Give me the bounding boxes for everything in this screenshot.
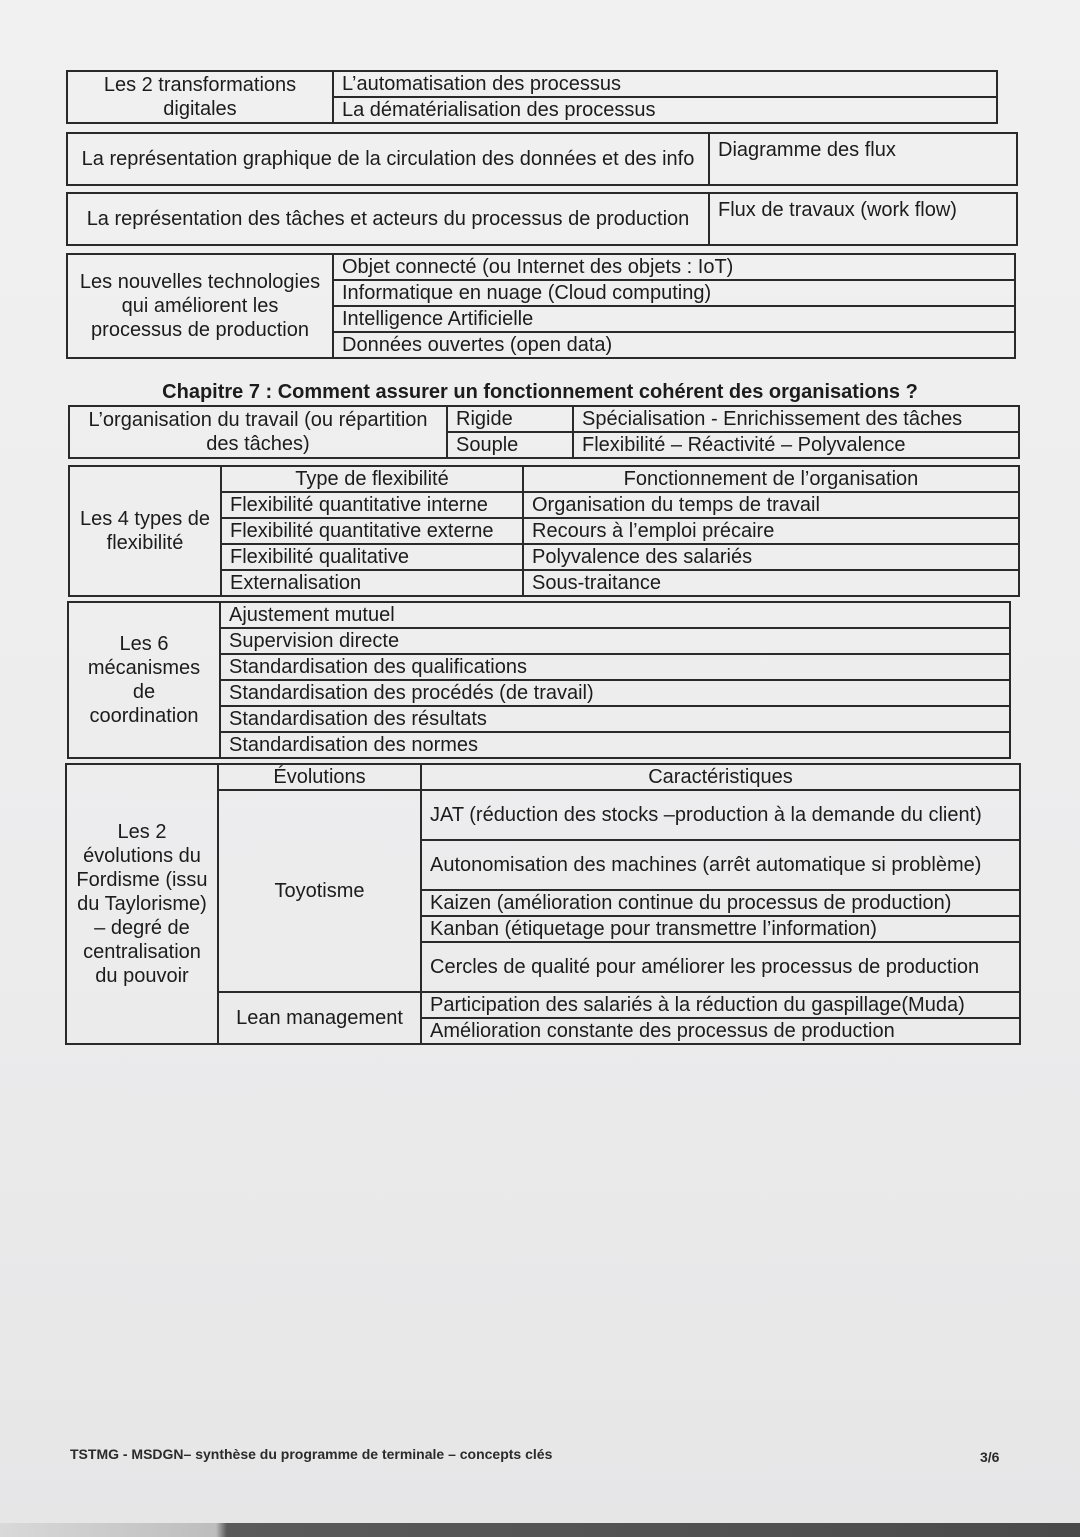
table-cell: Standardisation des procédés (de travail) <box>220 680 1010 706</box>
table-cell: Flexibilité quantitative externe <box>221 518 523 544</box>
row-label: Les nouvelles technologies qui améliorent les processus de production <box>67 254 333 358</box>
table-cell: Amélioration constante des processus de production <box>421 1018 1020 1044</box>
table-coordination-mechanisms <box>67 601 1011 759</box>
table-cell: Flexibilité quantitative interne <box>221 492 523 518</box>
column-header: Caractéristiques <box>421 764 1020 790</box>
table-cell: Standardisation des résultats <box>220 706 1010 732</box>
table-work-organisation <box>68 405 1020 459</box>
table-cell: Flexibilité – Réactivité – Polyvalence <box>573 432 1019 458</box>
table-cell: Rigide <box>447 406 573 432</box>
table-cell: JAT (réduction des stocks –production à la demande du client) <box>421 790 1020 840</box>
table-cell: Organisation du temps de travail <box>523 492 1019 518</box>
table-cell: Objet connecté (ou Internet des objets : IoT) <box>333 254 1015 280</box>
row-label: La représentation des tâches et acteurs du processus de production <box>67 193 709 245</box>
page-number: 3/6 <box>980 1449 1000 1465</box>
table-cell: Flux de travaux (work flow) <box>709 193 1017 245</box>
table-cell: Flexibilité qualitative <box>221 544 523 570</box>
table-cell: L’automatisation des processus <box>333 71 997 97</box>
table-fordism-evolutions <box>65 763 1021 1045</box>
table-cell: Spécialisation - Enrichissement des tâches <box>573 406 1019 432</box>
table-work-flow <box>66 192 1018 246</box>
table-cell: Externalisation <box>221 570 523 596</box>
column-header: Type de flexibilité <box>221 466 523 492</box>
table-cell: Supervision directe <box>220 628 1010 654</box>
table-cell: Polyvalence des salariés <box>523 544 1019 570</box>
evolution-name: Toyotisme <box>218 790 421 992</box>
row-label: Les 2 transformations digitales <box>67 71 333 123</box>
row-label: Les 6 mécanismes de coordination <box>68 602 220 758</box>
table-cell: Cercles de qualité pour améliorer les processus de production <box>421 942 1020 992</box>
row-label: Les 2 évolutions du Fordisme (issu du Taylorisme) – degré de centralisation du pouvoir <box>66 764 218 1044</box>
table-cell: Sous-traitance <box>523 570 1019 596</box>
scan-edge <box>0 1523 1080 1537</box>
row-label: L’organisation du travail (ou répartition des tâches) <box>69 406 447 458</box>
table-cell: Informatique en nuage (Cloud computing) <box>333 280 1015 306</box>
table-digital-transformations <box>66 70 998 124</box>
table-cell: La dématérialisation des processus <box>333 97 997 123</box>
table-cell: Standardisation des normes <box>220 732 1010 758</box>
table-cell: Données ouvertes (open data) <box>333 332 1015 358</box>
table-cell: Ajustement mutuel <box>220 602 1010 628</box>
footer-title: TSTMG - MSDGN– synthèse du programme de terminale – concepts clés <box>70 1446 553 1462</box>
table-cell: Participation des salariés à la réduction du gaspillage(Muda) <box>421 992 1020 1018</box>
row-label: Les 4 types de flexibilité <box>69 466 221 596</box>
table-cell: Intelligence Artificielle <box>333 306 1015 332</box>
table-cell: Autonomisation des machines (arrêt automatique si problème) <box>421 840 1020 890</box>
row-label: La représentation graphique de la circulation des données et des info <box>67 133 709 185</box>
table-cell: Standardisation des qualifications <box>220 654 1010 680</box>
chapter-title: Chapitre 7 : Comment assurer un fonctionnement cohérent des organisations ? <box>162 381 918 403</box>
table-cell: Recours à l’emploi précaire <box>523 518 1019 544</box>
column-header: Fonctionnement de l’organisation <box>523 466 1019 492</box>
table-cell: Diagramme des flux <box>709 133 1017 185</box>
evolution-name: Lean management <box>218 992 421 1044</box>
table-data-flow <box>66 132 1018 186</box>
table-cell: Souple <box>447 432 573 458</box>
table-flexibility-types <box>68 465 1020 597</box>
column-header: Évolutions <box>218 764 421 790</box>
table-cell: Kanban (étiquetage pour transmettre l’information) <box>421 916 1020 942</box>
table-cell: Kaizen (amélioration continue du processus de production) <box>421 890 1020 916</box>
table-new-technologies <box>66 253 1016 359</box>
